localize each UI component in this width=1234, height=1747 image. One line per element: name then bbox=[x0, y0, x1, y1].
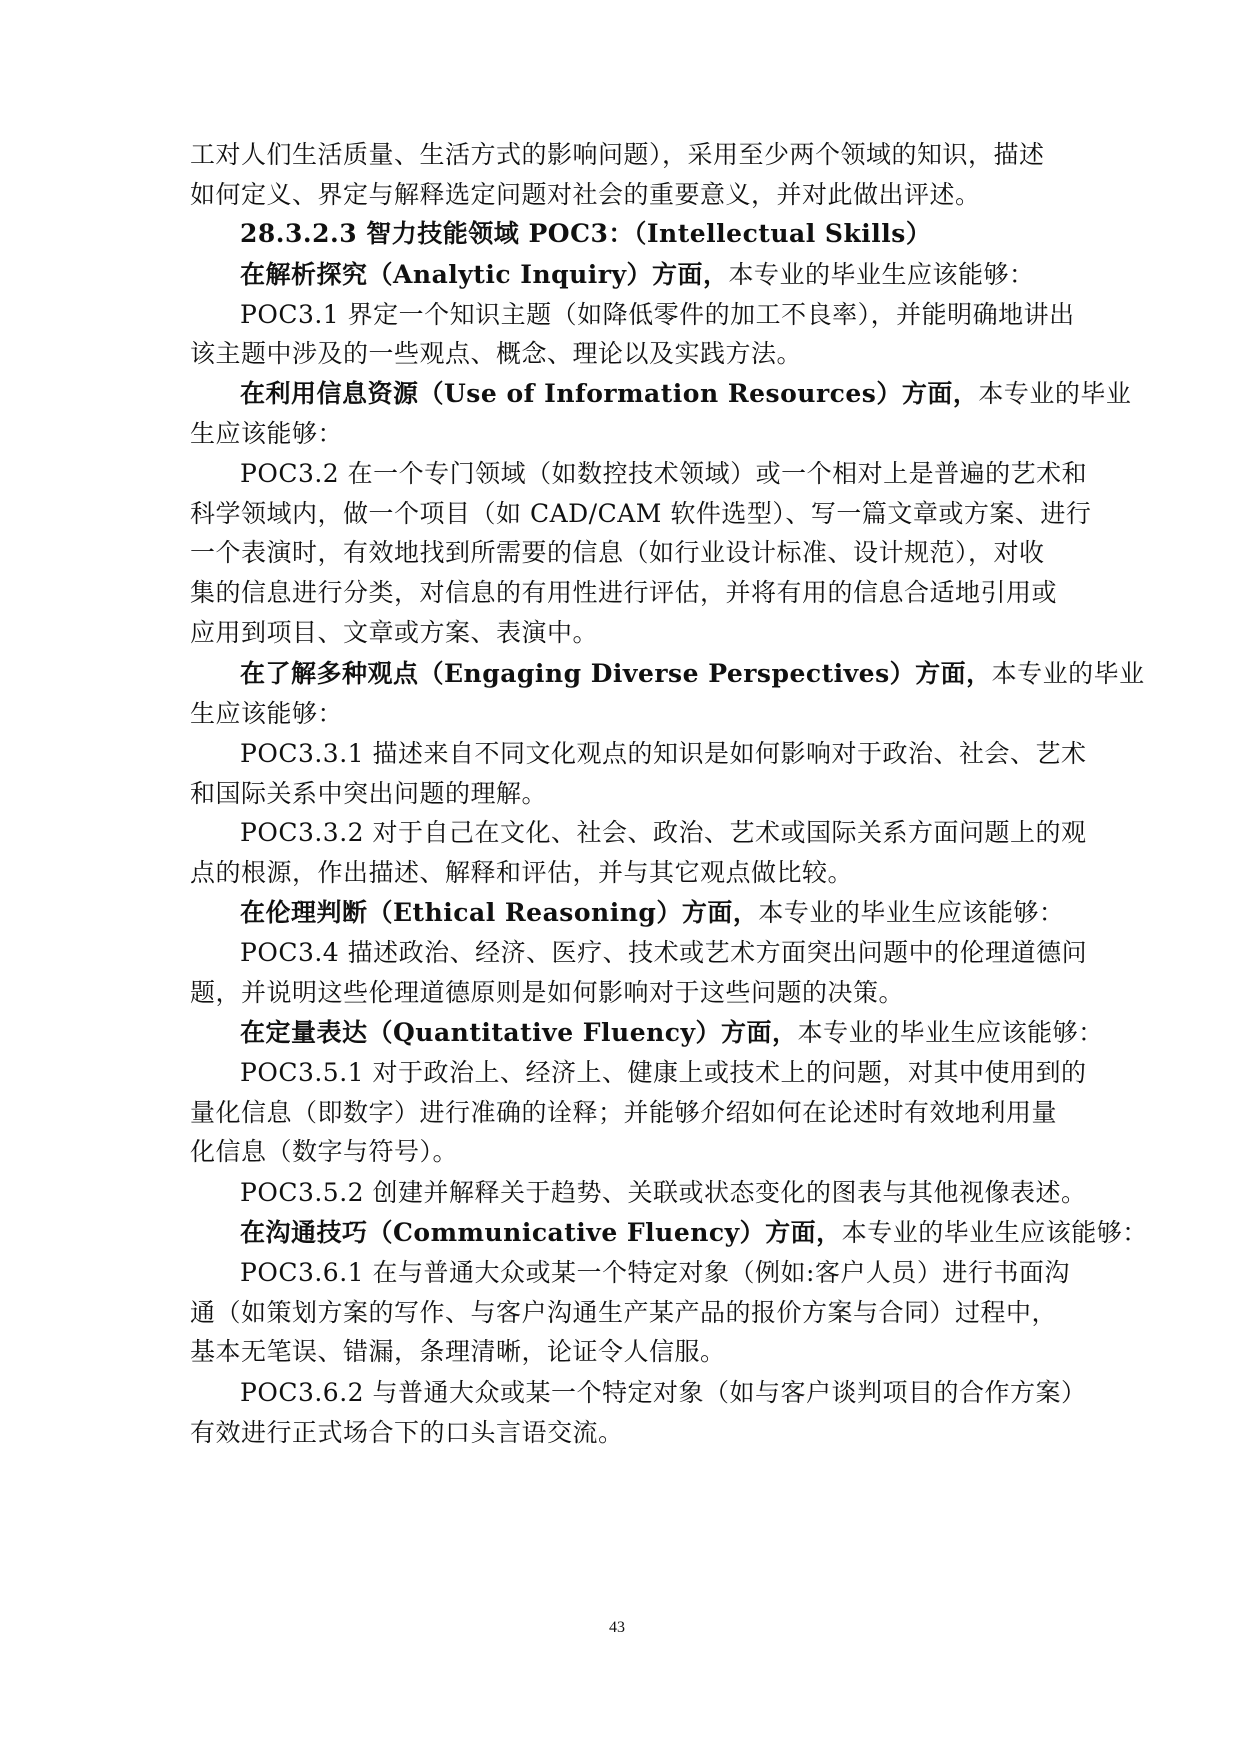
subsection-analytic-inquiry bbox=[240, 255, 1100, 295]
poc-item-line: 科学领域内，做一个项目（如 CAD/CAM 软件选型）、写一篇文章或方案、进行 bbox=[190, 499, 1092, 528]
poc-item-line: 集的信息进行分类，对信息的有用性进行评估，并将有用的信息合适地引用或 bbox=[190, 578, 1058, 607]
poc-item-line: POC3.2 在一个专门领域（如数控技术领域）或一个相对上是普遍的艺术和 bbox=[240, 459, 1088, 488]
subsection-intro-line: 生应该能够： bbox=[190, 699, 344, 728]
section-heading: 28.3.2.3 智力技能领域 POC3：（Intellectual Skills） bbox=[240, 219, 932, 248]
subsection-diverse-perspectives bbox=[240, 654, 1145, 694]
poc-item-line: POC3.3.1 描述来自不同文化观点的知识是如何影响对于政治、社会、艺术 bbox=[240, 739, 1087, 768]
poc-item-line: POC3.6.2 与普通大众或某一个特定对象（如与客户谈判项目的合作方案） bbox=[240, 1378, 1087, 1407]
subsection-title: 在利用信息资源（Use of Information Resources）方面， bbox=[240, 379, 979, 408]
poc-item-line: 一个表演时，有效地找到所需要的信息（如行业设计标准、设计规范），对收 bbox=[190, 538, 1045, 567]
subsection-title: 在定量表达（Quantitative Fluency）方面， bbox=[240, 1018, 798, 1047]
poc-item-line: 和国际关系中突出问题的理解。 bbox=[190, 779, 548, 808]
poc-item-line: POC3.1 界定一个知识主题（如降低零件的加工不良率），并能明确地讲出 bbox=[240, 300, 1075, 329]
poc-item-line: 化信息（数字与符号）。 bbox=[190, 1137, 459, 1166]
poc-item-line: 有效进行正式场合下的口头言语交流。 bbox=[190, 1418, 624, 1447]
poc-item-line: 点的根源，作出描述、解释和评估，并与其它观点做比较。 bbox=[190, 858, 854, 887]
subsection-intro: 本专业的毕业生应该能够： bbox=[797, 1018, 1104, 1047]
subsection-title: 在沟通技巧（Communicative Fluency）方面， bbox=[240, 1218, 842, 1247]
poc-item-line: 应用到项目、文章或方案、表演中。 bbox=[190, 618, 599, 647]
poc-item-line: 量化信息（即数字）进行准确的诠释；并能够介绍如何在论述时有效地利用量 bbox=[190, 1098, 1058, 1127]
subsection-intro: 本专业的毕业生应该能够： bbox=[758, 898, 1065, 927]
subsection-title: 在伦理判断（Ethical Reasoning）方面， bbox=[240, 898, 759, 927]
subsection-information-resources bbox=[240, 374, 1132, 414]
paragraph-continuation-line: 工对人们生活质量、生活方式的影响问题），采用至少两个领域的知识，描述 bbox=[190, 140, 1045, 169]
poc-item-line: 基本无笔误、错漏，条理清晰，论证令人信服。 bbox=[190, 1337, 726, 1366]
subsection-intro-line: 生应该能够： bbox=[190, 419, 344, 448]
subsection-communicative-fluency bbox=[240, 1213, 1148, 1253]
poc-item-line: 通（如策划方案的写作、与客户沟通生产某产品的报价方案与合同）过程中， bbox=[190, 1298, 1058, 1327]
subsection-intro: 本专业的毕业生应该能够： bbox=[728, 260, 1035, 289]
subsection-quantitative-fluency bbox=[240, 1013, 1104, 1053]
subsection-title: 在解析探究（Analytic Inquiry）方面， bbox=[240, 260, 729, 289]
subsection-intro: 本专业的毕业 bbox=[991, 659, 1145, 688]
page-number: 43 bbox=[609, 1619, 625, 1636]
subsection-intro: 本专业的毕业 bbox=[978, 379, 1132, 408]
poc-item-line: POC3.5.1 对于政治上、经济上、健康上或技术上的问题，对其中使用到的 bbox=[240, 1058, 1087, 1087]
subsection-ethical-reasoning bbox=[240, 893, 1100, 933]
poc-item-line: POC3.6.1 在与普通大众或某一个特定对象（例如:客户人员）进行书面沟 bbox=[240, 1258, 1070, 1287]
poc-item-line: 该主题中涉及的一些观点、概念、理论以及实践方法。 bbox=[190, 339, 803, 368]
paragraph-continuation-line: 如何定义、界定与解释选定问题对社会的重要意义，并对此做出评述。 bbox=[190, 180, 981, 209]
poc-item-line: POC3.4 描述政治、经济、医疗、技术或艺术方面突出问题中的伦理道德问 bbox=[240, 938, 1088, 967]
subsection-intro: 本专业的毕业生应该能够： bbox=[841, 1218, 1148, 1247]
poc-item-line: POC3.3.2 对于自己在文化、社会、政治、艺术或国际关系方面问题上的观 bbox=[240, 818, 1087, 847]
subsection-title: 在了解多种观点（Engaging Diverse Perspectives）方面， bbox=[240, 659, 992, 688]
poc-item-line: 题，并说明这些伦理道德原则是如何影响对于这些问题的决策。 bbox=[190, 978, 905, 1007]
poc-item-line: POC3.5.2 创建并解释关于趋势、关联或状态变化的图表与其他视像表述。 bbox=[240, 1178, 1087, 1207]
